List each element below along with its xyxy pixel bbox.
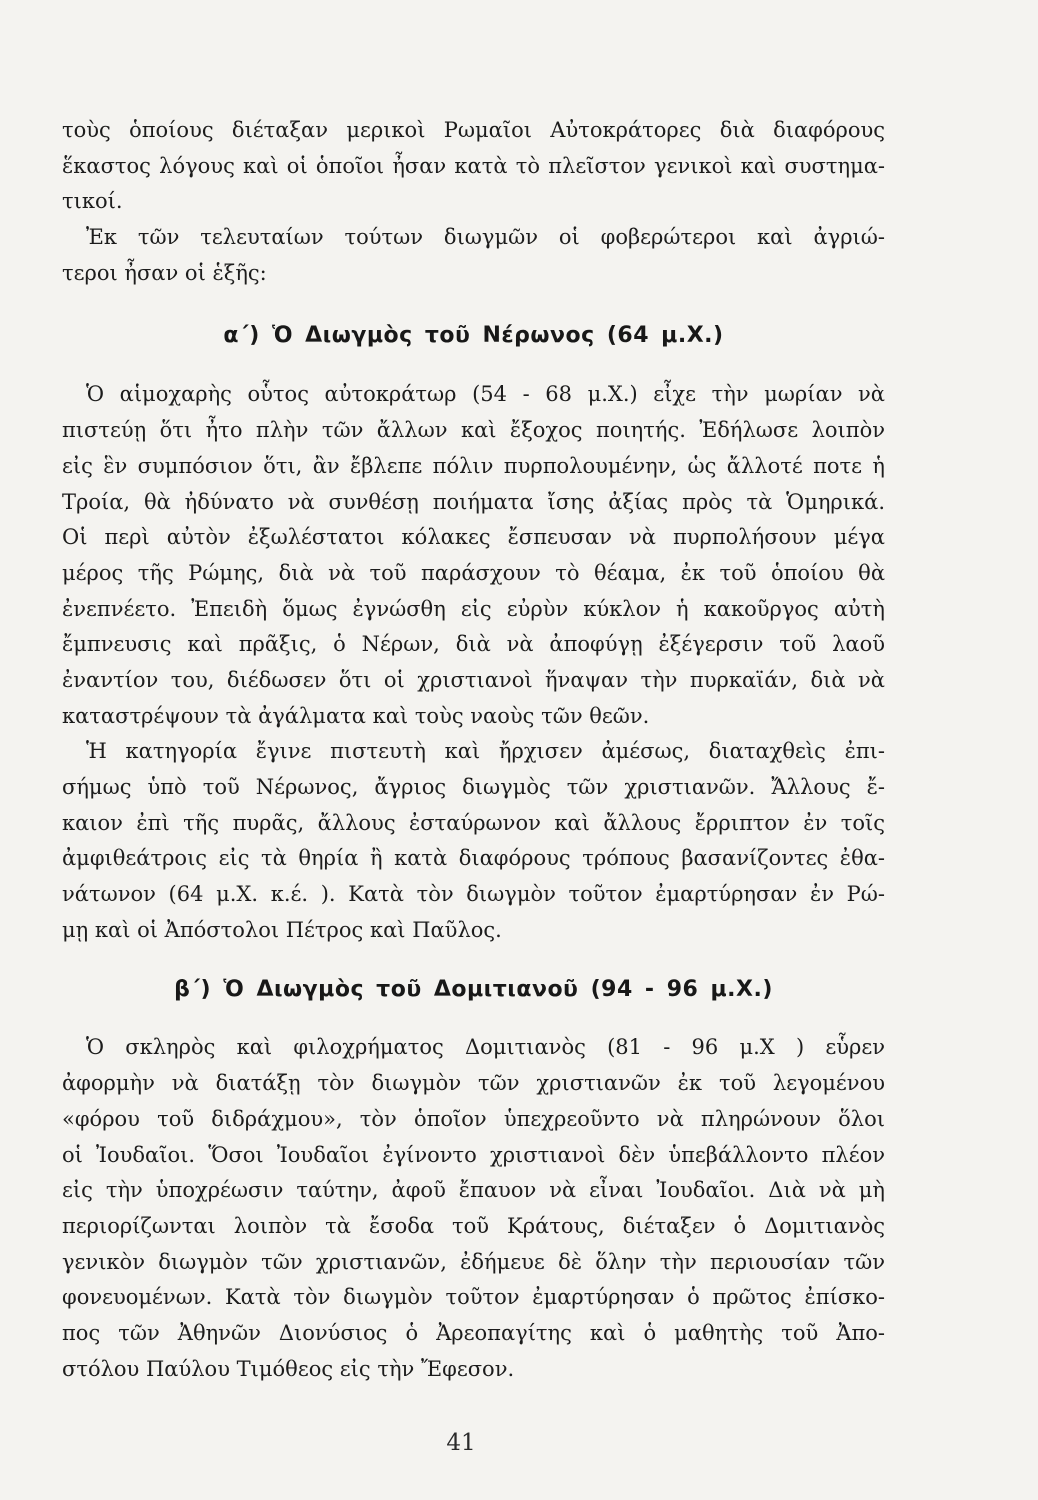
text-line: τεροι ἦσαν οἱ ἑξῆς: [62,260,267,285]
section-heading: α΄) Ὁ Διωγμὸς τοῦ Νέρωνος (64 μ.Χ.) [223,323,724,349]
page-number: 41 [446,1430,476,1456]
section-heading: β΄) Ὁ Διωγμὸς τοῦ Δομιτιανοῦ (94 - 96 μ.Χ.) [174,977,773,1003]
text-line: μέρος τῆς Ρώμης, διὰ νὰ τοῦ παράσχουν τὸ θέαμα, ἐκ τοῦ ὁποίου θὰ [62,560,885,585]
paragraph [62,220,885,291]
text-line: Ἐκ τῶν τελευταίων τούτων διωγμῶν οἱ φοβερώτεροι καὶ ἀγριώ- [86,225,885,250]
paragraph [62,377,885,734]
text-line: μῃ καὶ οἱ Ἀπόστολοι Πέτρος καὶ Παῦλος. [62,917,502,942]
text-line: φονευομένων. Κατὰ τὸν διωγμὸν τοῦτον ἐμαρτύρησαν ὁ πρῶτος ἐπίσκο- [62,1285,885,1310]
page-body [62,113,885,1387]
text-line: ἀφορμὴν νὰ διατάξῃ τὸν διωγμὸν τῶν χριστιανῶν ἐκ τοῦ λεγομένου [62,1071,885,1096]
text-line: τοὺς ὁποίους διέταξαν μερικοὶ Ρωμαῖοι Αὐτοκράτορες διὰ διαφόρους [62,118,885,142]
text-line: καταστρέψουν τὰ ἀγάλματα καὶ τοὺς ναοὺς τῶν θεῶν. [62,703,650,728]
text-line: Οἱ περὶ αὐτὸν ἐξωλέστατοι κόλακες ἔσπευσαν νὰ πυρπολήσουν μέγα [62,525,885,550]
text-line: εἰς ἓν συμπόσιον ὅτι, ἂν ἔβλεπε πόλιν πυρπολουμένην, ὡς ἄλλοτέ ποτε ἡ [62,453,885,478]
text-line: ἕκαστος λόγους καὶ οἱ ὁποῖοι ἦσαν κατὰ τὸ πλεῖστον γενικοὶ καὶ συστημα- [62,153,885,178]
text-line: στόλου Παύλου Τιμόθεος εἰς τὴν Ἔφεσον. [62,1356,515,1381]
text-line: ἐνεπνέετο. Ἐπειδὴ ὅμως ἐγνώσθη εἰς εὐρὺν κύκλον ἡ κακοῦργος αὐτὴ [62,596,885,621]
text-line: ἐναντίον του, διέδωσεν ὅτι οἱ χριστιανοὶ ἥναψαν τὴν πυρκαϊάν, διὰ νὰ [62,667,885,692]
text-line: εἰς τὴν ὑποχρέωσιν ταύτην, ἀφοῦ ἔπαυον νὰ εἶναι Ἰουδαῖοι. Διὰ νὰ μὴ [62,1178,885,1203]
text-line: γενικὸν διωγμὸν τῶν χριστιανῶν, ἐδήμευε δὲ ὅλην τὴν περιουσίαν τῶν [62,1249,885,1274]
text-line: Τροία, θὰ ἠδύνατο νὰ συνθέσῃ ποιήματα ἴσης ἀξίας πρὸς τὰ Ὁμηρικά. [62,489,885,514]
section [62,972,885,1387]
text-line: ἔμπνευσις καὶ πρᾶξις, ὁ Νέρων, διὰ νὰ ἀποφύγῃ ἐξέγερσιν τοῦ λαοῦ [62,632,885,657]
text-line: Ὁ σκληρὸς καὶ φιλοχρήματος Δομιτιανὸς (81 - 96 μ.Χ ) εὗρεν [86,1035,885,1060]
paragraph [62,113,885,220]
text-line: ἀμφιθεάτροις εἰς τὰ θηρία ἢ κατὰ διαφόρους τρόπους βασανίζοντες ἐθα- [62,846,885,871]
text-line: Ὁ αἱμοχαρὴς οὗτος αὐτοκράτωρ (54 - 68 μ.Χ.) εἶχε τὴν μωρίαν νὰ [86,382,885,407]
text-line: τικοί. [62,189,123,214]
paragraph [62,734,885,948]
text-line: σήμως ὑπὸ τοῦ Νέρωνος, ἄγριος διωγμὸς τῶν χριστιανῶν. Ἄλλους ἔ- [62,775,885,799]
text-line: οἱ Ἰουδαῖοι. Ὅσοι Ἰουδαῖοι ἐγίνοντο χριστιανοὶ δὲν ὑπεβάλλοντο πλέον [62,1142,885,1167]
text-line: νάτωνον (64 μ.Χ. κ.έ. ). Κατὰ τὸν διωγμὸν τοῦτον ἐμαρτύρησαν ἐν Ρώ- [62,882,885,907]
text-line: πιστεύῃ ὅτι ἦτο πλὴν τῶν ἄλλων καὶ ἔξοχος ποιητής. Ἐδήλωσε λοιπὸν [62,418,885,443]
text-line: περιορίζωνται λοιπὸν τὰ ἔσοδα τοῦ Κράτους, διέταξεν ὁ Δομιτιανὸς [62,1213,885,1238]
paragraph [62,1030,885,1387]
text-line: Ἡ κατηγορία ἔγινε πιστευτὴ καὶ ἤρχισεν ἀμέσως, διαταχθεὶς ἐπι- [86,739,885,764]
text-line: πος τῶν Ἀθηνῶν Διονύσιος ὁ Ἀρεοπαγίτης καὶ ὁ μαθητὴς τοῦ Ἀπο- [62,1320,885,1345]
text-line: «φόρου τοῦ διδράχμου», τὸν ὁποῖον ὑπεχρεοῦντο νὰ πληρώνουν ὅλοι [62,1106,885,1131]
text-line: καιον ἐπὶ τῆς πυρᾶς, ἄλλους ἐσταύρωνον καὶ ἄλλους ἔρριπτον ἐν τοῖς [62,810,885,835]
section [62,318,885,948]
